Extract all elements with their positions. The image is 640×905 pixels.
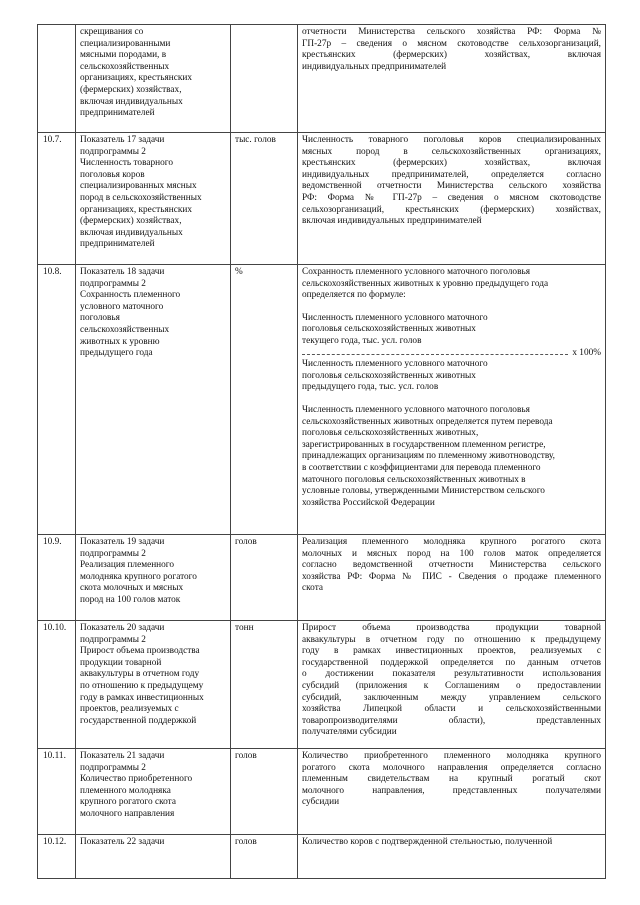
- indicator-line: по отношению к предыдущему: [80, 680, 204, 691]
- indicator-line: пород на 100 голов маток: [80, 594, 181, 605]
- indicator-line: животных к уровню: [80, 336, 160, 347]
- unit-cell: тыс. голов: [231, 133, 298, 265]
- indicator-cell: [76, 535, 231, 621]
- row-number: 10.10.: [38, 621, 76, 749]
- method-line: хозяйства Липецкой области и сельскохозяйственными: [302, 704, 601, 715]
- method-cell: [298, 133, 606, 265]
- method-line: ГП-27р – сведения о мясном скотоводстве сельхозорганизаций,: [302, 38, 601, 49]
- method-line: включая индивидуальных предпринимателей: [302, 216, 482, 227]
- formula-denominator-line: поголовья сельскохозяйственных животных: [302, 370, 476, 381]
- indicator-line: Показатель 22 задачи: [80, 837, 165, 847]
- indicator-line: Количество приобретенного: [80, 774, 193, 785]
- method-line: Численность товарного поголовья коров специализированных: [302, 135, 601, 145]
- indicator-line: подпрограммы 2: [80, 762, 146, 773]
- indicator-line: пород в сельскохозяйственных: [80, 192, 202, 203]
- fraction-divider: [302, 353, 568, 355]
- indicator-line: мясными породами, в: [80, 50, 167, 61]
- method-line: Количество приобретенного племенного молодняка крупного: [302, 751, 601, 761]
- method-line: году в рамках инвестиционных проектов, реализуемых с: [302, 646, 601, 657]
- method-line: хозяйства РФ: Форма № ПИС - Сведения о продаже племенного: [302, 571, 601, 582]
- indicator-line: году в рамках инвестиционных: [80, 692, 204, 703]
- method-intro-line: Сохранность племенного условного маточного поголовья: [302, 267, 530, 277]
- indicator-line: подпрограммы 2: [80, 278, 146, 289]
- method-line: отчетности Министерства сельского хозяйства РФ: Форма №: [302, 27, 601, 37]
- indicator-line: включая индивидуальных: [80, 96, 183, 107]
- method-cell: [298, 25, 606, 133]
- method-note-line: Численность племенного условного маточного поголовья: [302, 404, 530, 415]
- formula-numerator-line: Численность племенного условного маточного: [302, 312, 488, 323]
- indicator-line: условного маточного: [80, 301, 164, 312]
- indicator-line: подпрограммы 2: [80, 146, 146, 157]
- method-line: скота: [302, 583, 323, 594]
- indicator-cell: [76, 265, 231, 535]
- formula-fraction-line: [302, 348, 601, 360]
- indicator-line: государственной поддержкой: [80, 715, 197, 726]
- unit-cell: тонн: [231, 621, 298, 749]
- method-cell: [298, 621, 606, 749]
- method-line: РФ: Форма № ГП-27р – сведения о мясном скотоводстве: [302, 192, 601, 203]
- indicator-line: предпринимателей: [80, 108, 155, 119]
- method-line: индивидуальных предпринимателей, определяется согласно: [302, 169, 601, 180]
- method-line: молочных и мясных пород на 100 голов маток определяется: [302, 548, 601, 559]
- indicator-line: Показатель 19 задачи: [80, 537, 165, 547]
- unit-cell: [231, 25, 298, 133]
- indicators-table-body: [38, 25, 606, 879]
- indicator-cell: [76, 621, 231, 749]
- indicator-line: сельскохозяйственных: [80, 324, 170, 335]
- method-line: Количество коров с подтвержденной стельностью, полученной: [302, 837, 553, 847]
- method-note-line: условные головы, утвержденными Министерством сельского: [302, 486, 545, 497]
- table-row: [38, 133, 606, 265]
- method-note-line: хозяйства Российской Федерации: [302, 497, 435, 508]
- method-line: субсидий (приложения к Соглашениям о предоставлении: [302, 680, 601, 691]
- indicators-table: [37, 24, 606, 879]
- unit-cell: голов: [231, 835, 298, 879]
- indicator-line: продукции товарной: [80, 657, 162, 668]
- table-row: [38, 621, 606, 749]
- method-line: крестьянских (фермерских) хозяйствах, включая: [302, 158, 601, 169]
- method-line: мясных пород в сельскохозяйственных организациях,: [302, 146, 601, 157]
- method-line: племенным свидетельствам на крупный рогатый скот: [302, 774, 601, 785]
- row-number: 10.7.: [38, 133, 76, 265]
- indicator-line: Показатель 20 задачи: [80, 623, 165, 633]
- indicator-line: Показатель 18 задачи: [80, 267, 165, 277]
- indicator-line: организациях, крестьянских: [80, 204, 192, 215]
- row-number: 10.9.: [38, 535, 76, 621]
- method-note-line: поголовья сельскохозяйственных животных,: [302, 428, 479, 439]
- method-line: аквакультуры в отчетном году по отношению к предыдущему: [302, 634, 601, 645]
- method-line: сельхозорганизаций, крестьянских (фермерских) хозяйствах,: [302, 204, 601, 215]
- indicator-line: поголовья: [80, 313, 120, 324]
- indicator-line: подпрограммы 2: [80, 634, 146, 645]
- indicator-line: включая индивидуальных: [80, 227, 183, 238]
- method-line: согласно ведомственной отчетности Министерства сельского: [302, 560, 601, 571]
- table-row: [38, 265, 606, 535]
- table-row: [38, 749, 606, 835]
- indicator-line: специализированными: [80, 38, 171, 49]
- method-line: рогатого скота молочного направления определяется согласно: [302, 762, 601, 773]
- row-number: 10.8.: [38, 265, 76, 535]
- method-intro-line: определяется по формуле:: [302, 290, 406, 301]
- method-cell: [298, 265, 606, 535]
- indicator-line: Численность товарного: [80, 158, 173, 169]
- method-line: индивидуальных предпринимателей: [302, 61, 447, 72]
- table-row: [38, 835, 606, 879]
- indicator-line: предыдущего года: [80, 348, 153, 359]
- indicator-line: Показатель 21 задачи: [80, 751, 165, 761]
- indicator-cell: [76, 749, 231, 835]
- formula-numerator-line: поголовья сельскохозяйственных животных: [302, 324, 476, 335]
- indicator-line: скрещивания со: [80, 27, 144, 37]
- indicator-line: молодняка крупного рогатого: [80, 571, 197, 582]
- indicator-line: Сохранность племенного: [80, 290, 181, 301]
- indicator-cell: [76, 25, 231, 133]
- indicator-cell: [76, 133, 231, 265]
- table-row: [38, 25, 606, 133]
- row-number: [38, 25, 76, 133]
- indicator-line: племенного молодняка: [80, 785, 171, 796]
- method-line: государственной поддержкой определяется по данным отчетов: [302, 657, 601, 668]
- method-note-line: зарегистрированных в государственном племенном регистре,: [302, 439, 546, 450]
- indicator-line: организациях, крестьянских: [80, 73, 192, 84]
- method-line: молочного направления, представленных получателями: [302, 785, 601, 796]
- method-note-line: в соответствии с коэффициентами для перевода племенного: [302, 462, 541, 473]
- indicator-line: крупного рогатого скота: [80, 797, 176, 808]
- indicator-line: специализированных мясных: [80, 181, 197, 192]
- method-cell: [298, 749, 606, 835]
- method-cell: [298, 535, 606, 621]
- unit-cell: %: [231, 265, 298, 535]
- method-line: крестьянских (фермерских) хозяйствах, включая: [302, 50, 601, 61]
- method-note-line: маточного поголовья сельскохозяйственных животных в: [302, 474, 526, 485]
- indicator-cell: [76, 835, 231, 879]
- indicator-line: (фермерских) хозяйствах,: [80, 216, 182, 227]
- indicator-line: сельскохозяйственных: [80, 61, 170, 72]
- method-line: субсидий, заключенным между управлением сельского: [302, 692, 601, 703]
- method-line: Прирост объема производства продукции товарной: [302, 623, 601, 633]
- method-note-line: сельскохозяйственных животных определяется путем перевода: [302, 416, 553, 427]
- method-cell: [298, 835, 606, 879]
- row-number: 10.11.: [38, 749, 76, 835]
- indicator-line: скота молочных и мясных: [80, 583, 184, 594]
- indicator-line: Показатель 17 задачи: [80, 135, 165, 145]
- indicator-line: подпрограммы 2: [80, 548, 146, 559]
- indicator-line: Реализация племенного: [80, 560, 175, 571]
- unit-cell: голов: [231, 749, 298, 835]
- indicator-line: молочного направления: [80, 808, 175, 819]
- formula-denominator-line: Численность племенного условного маточного: [302, 359, 488, 370]
- indicator-line: (фермерских) хозяйствах,: [80, 84, 182, 95]
- indicator-line: поголовья коров: [80, 169, 145, 180]
- method-line: о достижении показателя результативности использования: [302, 669, 601, 680]
- unit-cell: голов: [231, 535, 298, 621]
- indicator-line: аквакультуры в отчетном году: [80, 669, 200, 680]
- formula-multiplier: х 100%: [572, 347, 601, 358]
- method-line: товаропроизводителями области), представленных: [302, 715, 601, 726]
- row-number: 10.12.: [38, 835, 76, 879]
- method-intro-line: сельскохозяйственных животных к уровню предыдущего года: [302, 278, 549, 289]
- indicator-line: предпринимателей: [80, 239, 155, 250]
- table-row: [38, 535, 606, 621]
- method-line: получателями субсидии: [302, 727, 397, 738]
- method-line: субсидии: [302, 797, 340, 808]
- method-line: ведомственной отчетности Министерства сельского хозяйства: [302, 181, 601, 192]
- formula-numerator-line: текущего года, тыс. усл. голов: [302, 335, 422, 346]
- method-line: Реализация племенного молодняка крупного рогатого скота: [302, 537, 601, 547]
- indicator-line: Прирост объема производства: [80, 646, 200, 657]
- formula-denominator-line: предыдущего года, тыс. усл. голов: [302, 382, 439, 393]
- indicator-line: проектов, реализуемых с: [80, 704, 179, 715]
- method-note-line: принадлежащих организациям по племенному животноводству,: [302, 451, 555, 462]
